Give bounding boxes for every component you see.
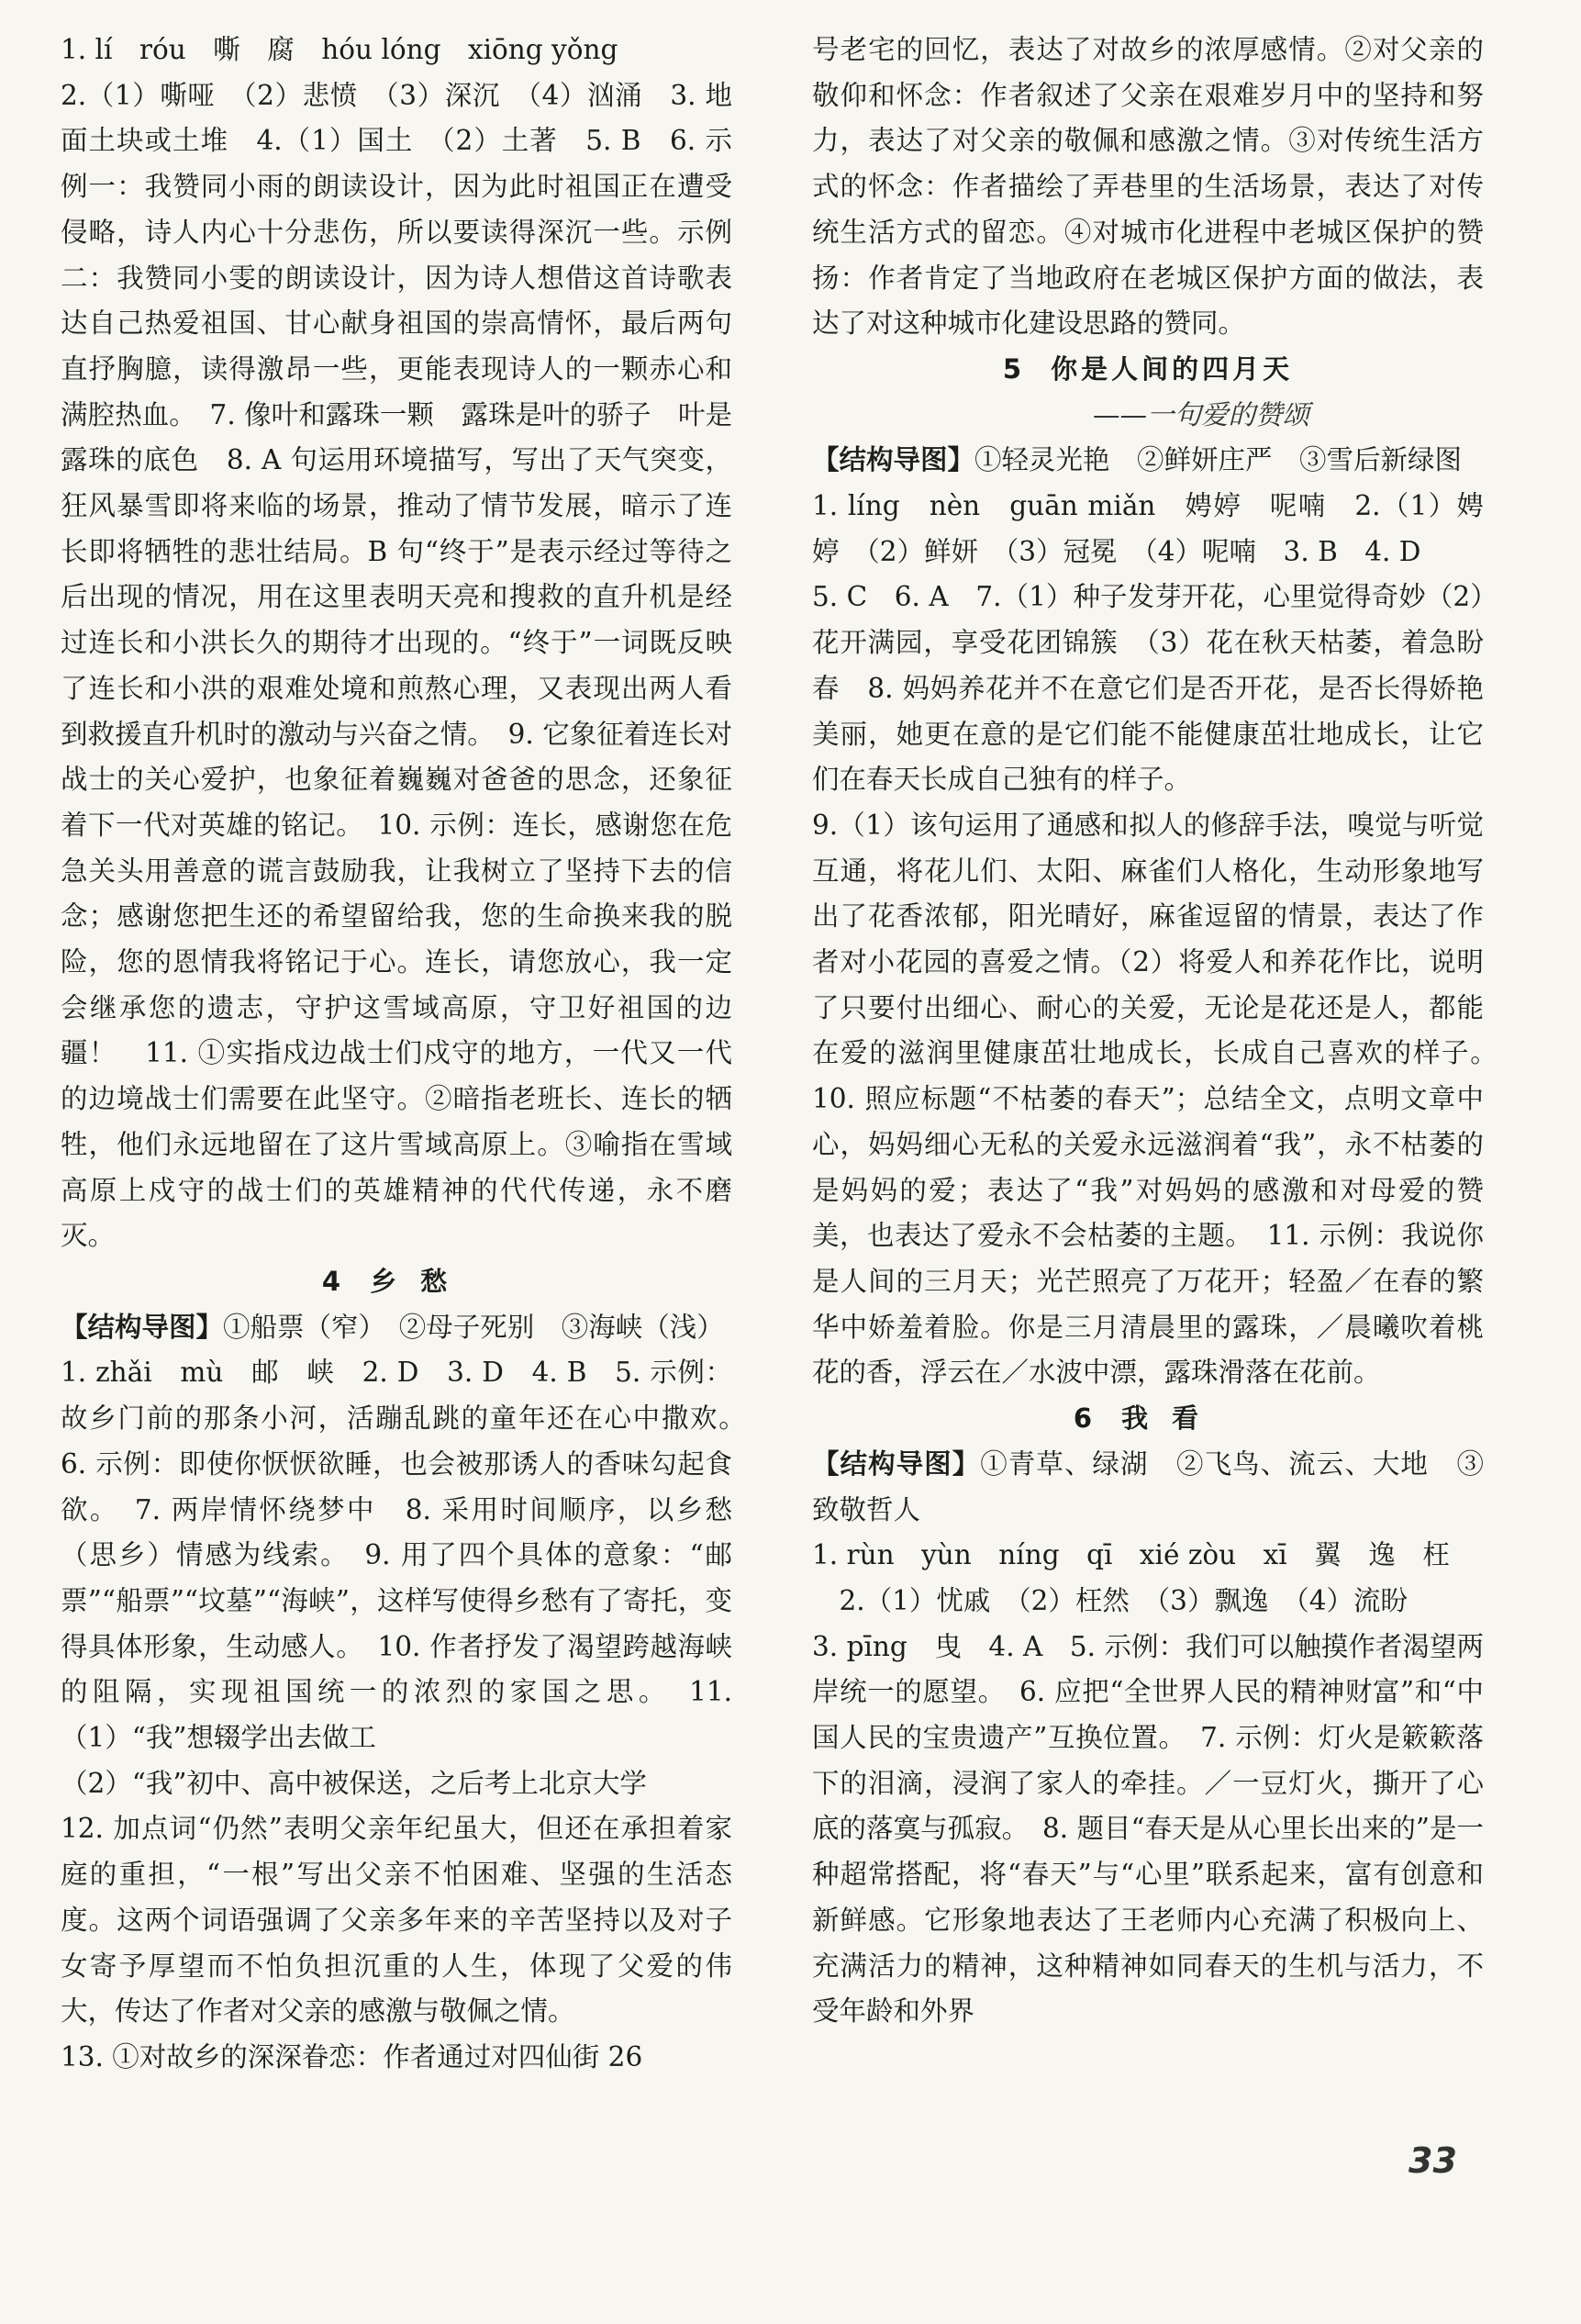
structure-guide-text: ①青草、绿湖 ②飞鸟、流云、大地 ③致敬哲人 [812, 1447, 1484, 1525]
answer-paragraph: 2.（1）嘶哑 （2）悲愤 （3）深沉 （4）汹涌 3. 地面土块或土堆 4.（1）国土 （2）土著 5. B 6. 示例一：我赞同小雨的朗读设计，因为此时祖国正在遭受侵略，诗人内心十分悲伤，所以要读得深沉一些。示例二：我赞同小雯的朗读设计，因为诗人想借这首诗歌表达自己热爱祖国、甘心献身祖国的崇高情怀，最后两句直抒胸臆，读得激昂一些，更能表现诗人的一颗赤心和满腔热血。 7. 像叶和露珠一颗 露珠是叶的骄子 叶是露珠的底色 8. A 句运用环境描写，写出了天气突变，狂风暴雪即将来临的场景，推动了情节发展，暗示了连长即将牺牲的悲壮结局。B 句“终于”是表示经过等待之后出现的情况，用在这里表明天亮和搜救的直升机是经过连长和小洪长久的期待才出现的。“终于”一词既反映了连长和小洪的艰难处境和煎熬心理，又表现出两人看到救援直升机时的激动与兴奋之情。 9. 它象征着连长对战士的关心爱护，也象征着巍巍对爸爸的思念，还象征着下一代对英雄的铭记。 10. 示例：连长，感谢您在危急关头用善意的谎言鼓励我，让我树立了坚持下去的信念；感谢您把生还的希望留给我，您的生命换来我的脱险，您的恩情我将铭记于心。连长，请您放心，我一定会继承您的遗志，守护这雪域高原，守卫好祖国的边疆！ 11. ①实指戍边战士们戍守的地方，一代又一代的边境战士们需要在此坚守。②暗指老班长、连长的牺牲，他们永远地留在了这片雪域高原上。③喻指在雪域高原上戍守的战士们的英雄精神的代代传递，永不磨灭。 [61, 79, 732, 1252]
section-subtitle: ——一句爱的赞颂 [1092, 398, 1309, 430]
answer-paragraph: 5. C 6. A 7.（1）种子发芽开花，心里觉得奇妙（2）花开满园，享受花团锦簇 （3）花在秋天枯萎，着急盼春 8. 妈妈养花并不在意它们是否开花，是否长得娇艳美丽，她更在意的是它们能不能健康茁壮地成长，让它们在春天长成自己独有的样子。 [812, 581, 1484, 796]
structure-guide-label: 【结构导图】 [812, 1447, 981, 1480]
section-title-4 [61, 1259, 732, 1305]
answer-line: 1. rùn yùn níng qī xié zòu xī 翼 逸 枉 [812, 1539, 1450, 1571]
section-name: 我看 [1121, 1402, 1223, 1435]
structure-guide-label: 【结构导图】 [812, 444, 975, 476]
section-title-5 [812, 347, 1484, 393]
section-name: 乡愁 [370, 1265, 472, 1297]
section-number: 5 [1002, 352, 1024, 385]
section-number: 4 [321, 1265, 343, 1297]
structure-guide-text: ①轻灵光艳 ②鲜妍庄严 ③雪后新绿图 [974, 444, 1463, 476]
section-title-6 [812, 1396, 1484, 1442]
answer-paragraph: 1. líng nèn guān miǎn 娉婷 呢喃 2.（1）娉婷 （2）鲜妍 （3）冠冕 （4）呢喃 3. B 4. D [812, 490, 1484, 567]
structure-guide-text: ①船票（窄） ②母子死别 ③海峡（浅） [223, 1311, 724, 1343]
answer-line: 13. ①对故乡的深深眷恋：作者通过对四仙街 26 [61, 2040, 643, 2073]
right-column [812, 28, 1511, 2035]
structure-guide-label: 【结构导图】 [61, 1311, 224, 1343]
answer-line: 1. lí róu 嘶 腐 hóu lóng xiōng yǒng [61, 34, 618, 65]
answer-line: （2）“我”初中、高中被保送，之后考上北京大学 [61, 1767, 647, 1799]
answer-paragraph: 1. zhǎi mù 邮 峡 2. D 3. D 4. B 5. 示例：故乡门前的那条小河，活蹦乱跳的童年还在心中撒欢。 6. 示例：即使你恹恹欲睡，也会被那诱人的香味勾起食欲。 7. 两岸情怀绕梦中 8. 采用时间顺序，以乡愁（思乡）情感为线索。 9. 用了四个具体的意象：“邮票”“船票”“坟墓”“海峡”，这样写使得乡愁有了寄托，变得具体形象，生动感人。 10. 作者抒发了渴望跨越海峡的阻隔，实现祖国统一的浓烈的家国之思。 11.（1）“我”想辍学出去做工 [61, 1357, 760, 1754]
answer-line: 2.（1）忧戚 （2）枉然 （3）飘逸 （4）流盼 [812, 1584, 1408, 1616]
answer-paragraph: 号老宅的回忆，表达了对故乡的浓厚感情。②对父亲的敬仰和怀念：作者叙述了父亲在艰难岁月中的坚持和努力，表达了对父亲的敬佩和感激之情。③对传统生活方式的怀念：作者描绘了弄巷里的生活场景，表达了对传统生活方式的留恋。④对城市化进程中老城区保护的赞扬：作者肯定了当地政府在老城区保护方面的做法，表达了对这种城市化建设思路的赞同。 [812, 34, 1484, 340]
structure-guide [812, 438, 1484, 484]
answer-paragraph: 3. pīng 曳 4. A 5. 示例：我们可以触摸作者渴望两岸统一的愿望。 6. 应把“全世界人民的精神财富”和“中国人民的宝贵遗产”互换位置。 7. 示例：灯火是簌簌落下的泪滴，浸润了家人的牵挂。／一豆灯火，撕开了心底的落寞与孤寂。 8. 题目“春天是从心里长出来的”是一种超常搭配，将“春天”与“心里”联系起来，富有创意和新鲜感。它形象地表达了王老师内心充满了积极向上、充满活力的精神，这种精神如同春天的生机与活力，不受年龄和外界 [812, 1630, 1484, 2028]
page-number: 33 [1408, 2140, 1457, 2181]
left-column [61, 28, 760, 2081]
section-number: 6 [1073, 1402, 1095, 1435]
structure-guide [812, 1442, 1484, 1533]
answer-paragraph: 12. 加点词“仍然”表明父亲年纪虽大，但还在承担着家庭的重担，“一根”写出父亲不怕困难、坚强的生活态度。这两个词语强调了父亲多年来的辛苦坚持以及对子女寄予厚望而不怕负担沉重的人生，体现了父爱的伟大，传达了作者对父亲的感激与敬佩之情。 [61, 1813, 732, 2028]
answer-paragraph: 9.（1）该句运用了通感和拟人的修辞手法，嗅觉与听觉互通，将花儿们、太阳、麻雀们人格化，生动形象地写出了花香浓郁，阳光晴好，麻雀逗留的情景，表达了作者对小花园的喜爱之情。（2）将爱人和养花作比，说明了只要付出细心、耐心的关爱，无论是花还是人，都能在爱的滋润里健康茁壮地成长，长成自己喜欢的样子。 10. 照应标题“不枯萎的春天”；总结全文，点明文章中心，妈妈细心无私的关爱永远滋润着“我”，永不枯萎的是妈妈的爱；表达了“我”对妈妈的感激和对母爱的赞美，也表达了爱永不会枯萎的主题。 11. 示例：我说你是人间的三月天；光芒照亮了万花开；轻盈／在春的繁华中娇羞着脸。你是三月清晨里的露珠，／晨曦吹着桃花的香，浮云在／水波中漂，露珠滑落在花前。 [812, 809, 1511, 1389]
structure-guide [61, 1305, 732, 1351]
section-name: 你是人间的四月天 [1051, 352, 1294, 385]
